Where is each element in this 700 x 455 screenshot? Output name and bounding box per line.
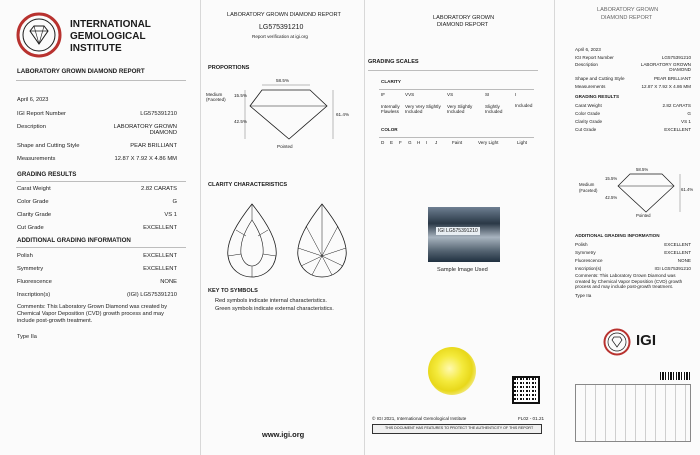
fold-line (200, 0, 201, 455)
right-number-label: IGI Report Number (575, 55, 614, 60)
right-description-line1: LABORATORY GROWN (640, 62, 691, 67)
right-color-value: G (687, 111, 691, 116)
right-shape-label: Shape and Cutting Style (575, 76, 625, 81)
right-fluorescence-label: Fluorescence (575, 258, 603, 263)
fluorescence-value: NONE (160, 279, 177, 285)
clarity-grade-vs: VS (447, 92, 454, 97)
right-grading-title: GRADING RESULTS (575, 94, 620, 99)
shape-row (17, 144, 177, 150)
copyright: © IGI 2021, International Gemological Institute (372, 416, 467, 421)
inscription-label: Inscription(s) (17, 292, 51, 298)
color-letter-j: J (435, 140, 438, 145)
tear-off-stub (575, 384, 691, 442)
clarity-scale-title: CLARITY (381, 79, 401, 84)
shape-label: Shape and Cutting Style (17, 143, 80, 149)
crown-percent: 15.5% (234, 93, 248, 98)
right-description-value (641, 63, 691, 72)
divider (368, 70, 538, 71)
security-strip (372, 424, 542, 434)
color-scale-rule (379, 137, 534, 138)
hologram-seal (428, 347, 476, 395)
color-value: G (172, 199, 177, 205)
right-color-row (575, 112, 691, 117)
inscription-value: (IGI) LG575391210 (127, 292, 177, 298)
carat-value: 2.82 CARATS (141, 186, 177, 192)
polish-label: Polish (17, 253, 33, 259)
description-value (114, 125, 177, 137)
diamond-type: Type IIa (17, 334, 37, 340)
right-description-label: Description (575, 62, 598, 67)
clarity-desc-vs: Very Slightly Included (447, 104, 473, 115)
description-line2: DIAMOND (149, 129, 177, 136)
pear-pavilion-diagram (292, 200, 352, 280)
right-measurements-value: 12.87 X 7.92 X 4.86 MM (641, 84, 691, 89)
symmetry-value: EXCELLENT (143, 266, 177, 272)
carat-row (17, 187, 177, 193)
right-clarity-value: VS 1 (681, 119, 691, 124)
right-color-label: Color Grade (575, 111, 601, 116)
right-cut-value: EXCELLENT (664, 127, 691, 132)
additional-title: ADDITIONAL GRADING INFORMATION (17, 237, 131, 244)
color-desc-very-light: Very Light (478, 140, 499, 145)
color-desc-faint: Faint (452, 140, 463, 145)
grading-scales-title: GRADING SCALES (368, 59, 419, 65)
barcode (660, 372, 690, 380)
brand-name-line1: INTERNATIONAL (70, 19, 151, 30)
right-fluorescence-row (575, 259, 691, 264)
clarity-grade-si: SI (485, 92, 490, 97)
website: www.igi.org (262, 430, 305, 439)
right-girdle-label-2: (Faceted) (579, 188, 598, 193)
igi-seal-icon (16, 12, 62, 58)
clarity-desc-if: Internally Flawless (381, 104, 400, 115)
key-to-symbols-title: KEY TO SYMBOLS (208, 288, 258, 294)
right-description-row (575, 63, 691, 72)
measurements-label: Measurements (17, 156, 56, 162)
right-girdle-label-1: Medium (579, 182, 595, 187)
right-comments: Comments: This Laboratory Grown Diamond was created by Chemical Vapor Deposition (CVD) growth process and may include post-growth treatment. (575, 273, 683, 289)
right-header-line1: LABORATORY GROWN (597, 7, 659, 13)
fluorescence-row (17, 280, 177, 286)
report-number-label: IGI Report Number (17, 111, 66, 117)
right-igi-seal-icon (603, 328, 631, 356)
right-date: April 6, 2023 (575, 47, 601, 52)
right-depth-percent: 61.4% (681, 187, 694, 192)
color-letter-d: D (381, 140, 385, 145)
clarity-grade-i: I (515, 92, 517, 97)
report-date: April 6, 2023 (17, 97, 49, 103)
brand-name-line3: INSTITUTE (70, 43, 122, 54)
form-code: FL02 - 01.21 (518, 416, 545, 421)
qr-code[interactable] (512, 376, 540, 404)
color-letter-g: G (408, 140, 412, 145)
clarity-scale-rule (379, 89, 534, 90)
sample-photo (428, 207, 500, 262)
security-note: THIS DOCUMENT HAS FEATURES TO PROTECT THE AUTHENTICITY OF THIS REPORT (385, 426, 534, 430)
brand-name-line2: GEMOLOGICAL (70, 31, 146, 42)
right-carat-row (575, 104, 691, 109)
fold-line (364, 0, 365, 455)
symmetry-row (17, 267, 177, 273)
color-letter-f: F (399, 140, 402, 145)
polish-value: EXCELLENT (143, 253, 177, 259)
right-culet-label: Pointed (636, 213, 651, 218)
clarity-row (17, 213, 177, 219)
pear-crown-diagram (222, 200, 282, 280)
right-table-percent: 58.5% (636, 167, 649, 172)
right-symmetry-value: EXCELLENT (664, 250, 691, 255)
doc-title: LABORATORY GROWN DIAMOND REPORT (17, 68, 145, 75)
description-line1: LABORATORY GROWN (113, 124, 177, 130)
right-inscription-label: Inscription(s) (575, 266, 602, 271)
center-report-number: LG575391210 (259, 24, 304, 31)
report-number-row (17, 112, 177, 118)
girdle-label: Medium (Faceted) (206, 92, 226, 103)
clarity-desc-vvs: Very Very Slightly Included (405, 104, 441, 115)
divider (16, 247, 186, 248)
center-header: LABORATORY GROWN DIAMOND REPORT (227, 12, 341, 18)
culet-label: Pointed (277, 144, 293, 149)
report-number-value: LG575391210 (140, 111, 177, 117)
table-percent: 58.5% (276, 78, 290, 83)
right-inscription-row (575, 267, 691, 272)
clarity-desc-si: Slightly Included (485, 104, 503, 115)
color-letter-i: I (426, 140, 428, 145)
right-fluorescence-value: NONE (677, 258, 691, 263)
scales-header-line2: DIAMOND REPORT (437, 22, 489, 28)
right-polish-label: Polish (575, 242, 588, 247)
right-cut-row (575, 128, 691, 133)
photo-inscription: IGI LG575391210 (438, 228, 478, 234)
center-verification: Report verification at igi.org (252, 34, 308, 39)
clarity-grade-if: IF (381, 92, 386, 97)
color-row (17, 200, 177, 206)
right-polish-row (575, 243, 691, 248)
clarity-desc-i: Included (515, 103, 533, 108)
right-diamond-type: Type IIa (575, 293, 592, 298)
cut-value: EXCELLENT (143, 225, 177, 231)
measurements-value: 12.87 X 7.92 X 4.86 MM (114, 156, 177, 162)
right-header-line2: DIAMOND REPORT (601, 15, 653, 21)
right-symmetry-label: Symmetry (575, 250, 596, 255)
right-number-row (575, 56, 691, 61)
sample-image-label: Sample Image Used (437, 267, 488, 273)
right-polish-value: EXCELLENT (664, 242, 691, 247)
right-description-line2: DIAMOND (669, 66, 691, 72)
clarity-label: Clarity Grade (17, 212, 52, 218)
description-row (17, 125, 177, 137)
symmetry-label: Symmetry (17, 266, 44, 272)
key-external-note: Green symbols indicate external characteristics. (215, 306, 334, 312)
carat-label: Carat Weight (17, 186, 51, 192)
fold-line (554, 0, 555, 455)
inscription-row (17, 293, 177, 299)
right-additional-title: ADDITIONAL GRADING INFORMATION (575, 233, 660, 238)
color-scale-title: COLOR (381, 127, 398, 132)
right-pavilion-percent: 42.5% (605, 195, 618, 200)
right-logo-text: IGI (636, 332, 657, 349)
right-carat-value: 2.82 CARATS (662, 103, 691, 108)
right-symmetry-row (575, 251, 691, 256)
scales-header-line1: LABORATORY GROWN (433, 15, 495, 21)
measurements-row (17, 157, 177, 163)
cut-row (17, 226, 177, 232)
clarity-characteristics-title: CLARITY CHARACTERISTICS (208, 182, 288, 188)
cut-label: Cut Grade (17, 225, 44, 231)
right-shape-value: PEAR BRILLIANT (653, 76, 691, 81)
right-shape-row (575, 77, 691, 82)
right-carat-label: Carat Weight (575, 103, 602, 108)
pavilion-percent: 42.5% (234, 119, 248, 124)
right-cut-label: Cut Grade (575, 127, 597, 132)
fluorescence-label: Fluorescence (17, 279, 52, 285)
right-measurements-row (575, 85, 691, 90)
clarity-grade-vvs: VVS (405, 92, 415, 97)
proportions-title: PROPORTIONS (208, 65, 250, 71)
clarity-value: VS 1 (164, 212, 177, 218)
color-label: Color Grade (17, 199, 49, 205)
right-number-value: LG575391210 (661, 55, 691, 60)
grading-title: GRADING RESULTS (17, 171, 77, 178)
divider (16, 80, 186, 81)
right-inscription-value: IGI LG575391210 (654, 266, 691, 271)
right-crown-percent: 15.5% (605, 176, 618, 181)
polish-row (17, 254, 177, 260)
color-desc-light: Light (517, 140, 527, 145)
color-letter-h: H (417, 140, 421, 145)
right-measurements-label: Measurements (575, 84, 606, 89)
depth-percent: 61.4% (336, 112, 350, 117)
color-letter-e: E (390, 140, 394, 145)
comments: Comments: This Laboratory Grown Diamond was created by Chemical Vapor Deposition (CVD) growth process and may include post-growth treatment. (17, 304, 168, 324)
divider (16, 181, 186, 182)
right-clarity-label: Clarity Grade (575, 119, 603, 124)
key-internal-note: Red symbols indicate internal characteristics. (215, 298, 327, 304)
shape-value: PEAR BRILLIANT (130, 143, 177, 149)
right-clarity-row (575, 120, 691, 125)
description-label: Description (17, 124, 46, 130)
